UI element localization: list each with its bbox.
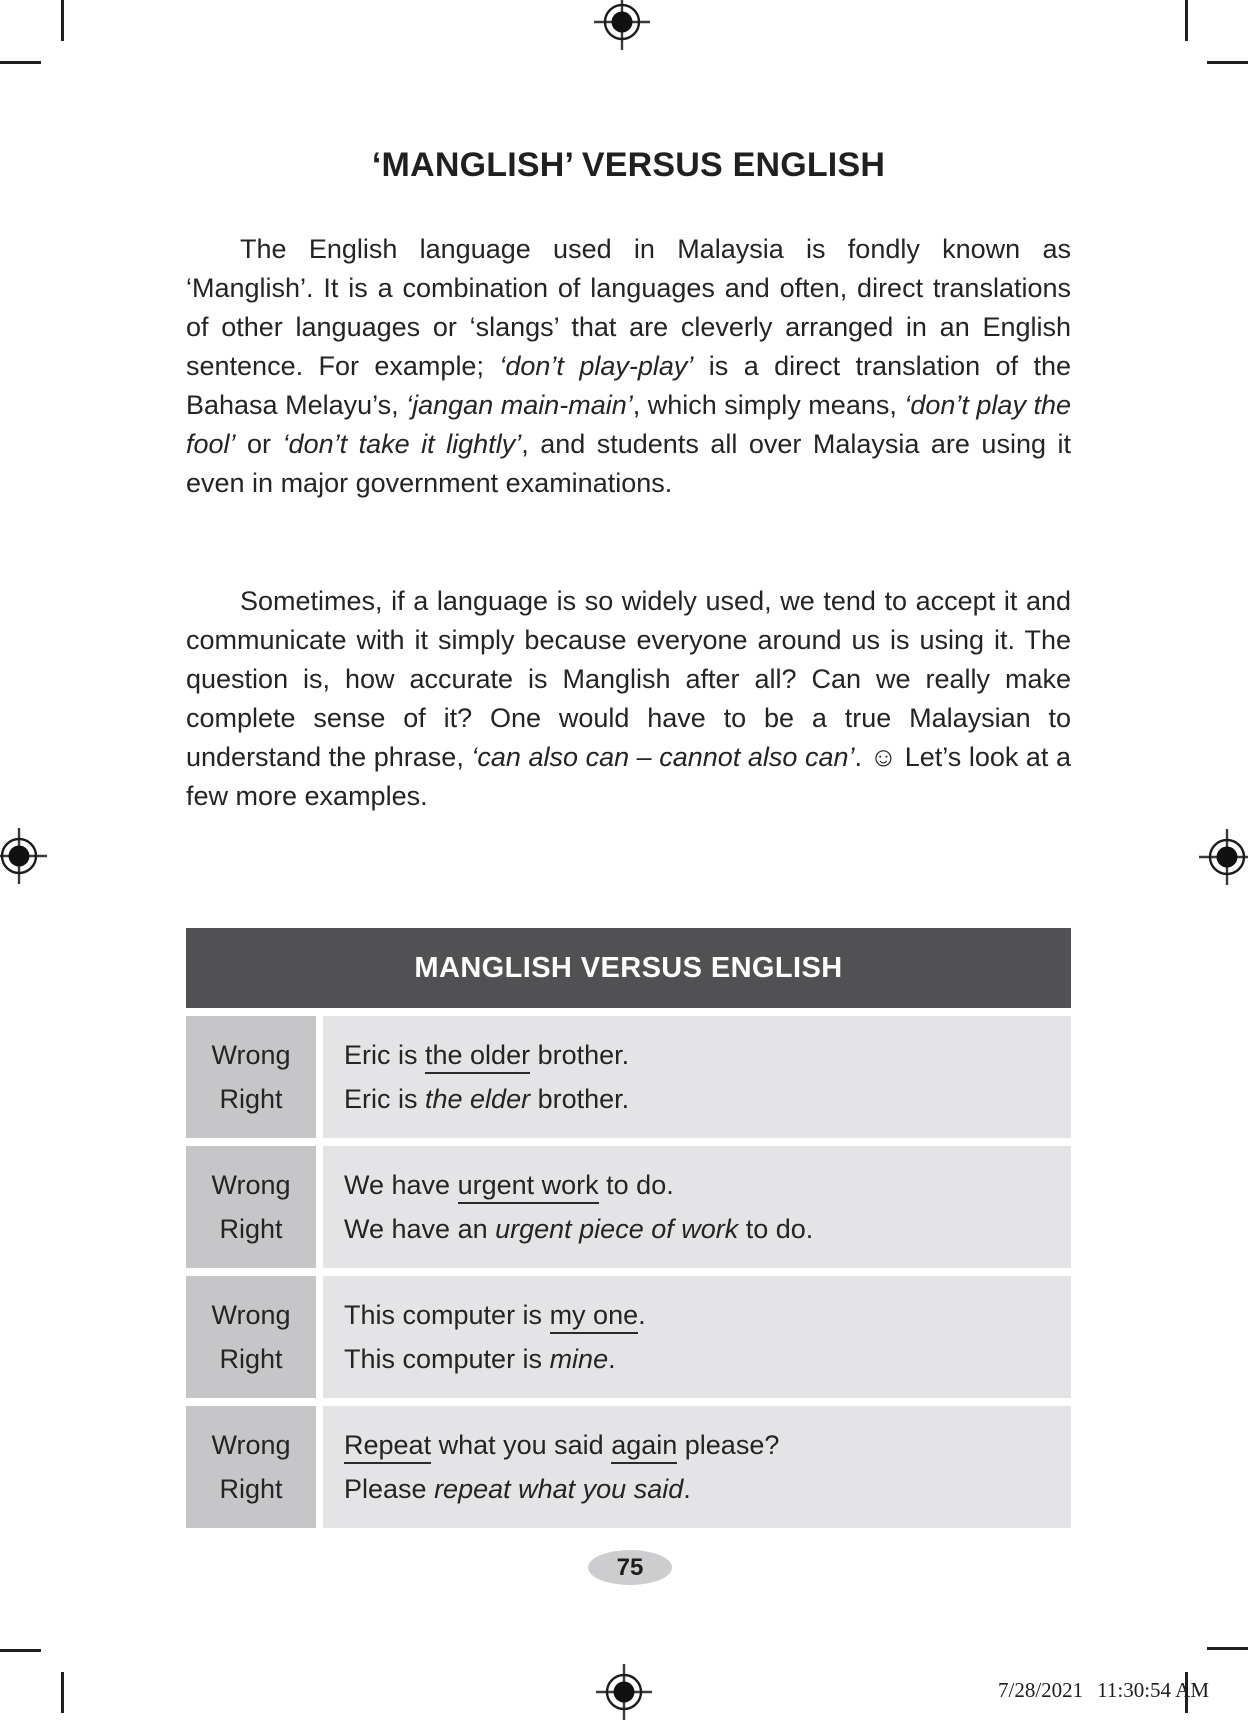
text-segment: .: [608, 1344, 616, 1374]
wrong-label: Wrong: [211, 1040, 291, 1070]
table-row: [186, 1406, 1071, 1528]
text-segment: Repeat: [344, 1430, 431, 1464]
text-segment: .: [638, 1300, 646, 1330]
text-segment: mine: [549, 1344, 609, 1374]
title-versus: VERSUS: [572, 146, 733, 184]
row-content-cell: [323, 1146, 1071, 1268]
crop-mark-bottom-left-vertical: [61, 1672, 64, 1713]
wrong-sentence: [344, 1033, 1071, 1077]
row-label-cell: [186, 1146, 316, 1268]
text-segment: ‘don’t take it lightly’: [282, 429, 522, 459]
text-segment: or: [235, 429, 283, 459]
text-segment: We have: [344, 1170, 458, 1200]
text-segment: again: [611, 1430, 677, 1464]
crop-mark-top-left-horizontal: [0, 61, 41, 64]
table-header: MANGLISH VERSUS ENGLISH: [186, 928, 1071, 1008]
registration-crosshair-icon: [1199, 829, 1248, 885]
text-segment: urgent work: [458, 1170, 599, 1204]
row-label-cell: [186, 1406, 316, 1528]
right-label: Right: [219, 1474, 283, 1504]
text-segment: ‘don’t play-play’: [499, 351, 694, 381]
row-content-cell: [323, 1406, 1071, 1528]
text-segment: please?: [677, 1430, 780, 1460]
text-segment: Sometimes, if a language is so widely used, we tend to accept it and communicate with it simply because everyone around us is using it. The question is, how accurate is Manglish after all? Can we really make complete sense of it? One would have to be a true Malaysian to understand the phrase,: [186, 586, 1071, 772]
text-segment: Please: [344, 1474, 435, 1504]
text-segment: brother.: [530, 1040, 630, 1070]
table-row: [186, 1276, 1071, 1398]
wrong-sentence: [344, 1163, 1071, 1207]
table-row: [186, 1016, 1071, 1138]
table-row: [186, 1146, 1071, 1268]
page-number-badge: [588, 1550, 672, 1585]
right-label: Right: [219, 1214, 283, 1244]
crop-mark-bottom-left-horizontal: [0, 1649, 41, 1652]
text-segment: Eric is: [344, 1040, 425, 1070]
text-segment: Eric is: [344, 1084, 425, 1114]
text-segment: urgent piece of work: [495, 1214, 739, 1244]
text-segment: This computer is: [344, 1344, 550, 1374]
wrong-label: Wrong: [211, 1300, 291, 1330]
text-segment: ‘jangan main-main’: [406, 390, 633, 420]
text-segment: , which simply means,: [632, 390, 905, 420]
registration-crosshair-icon: [596, 1664, 652, 1720]
text-segment: ‘don’t play the fool’: [186, 390, 1071, 459]
table-body: [186, 1016, 1071, 1528]
text-segment: .: [683, 1474, 691, 1504]
text-segment: , and students all over Malaysia are using it even in major government examinations.: [186, 429, 1071, 498]
wrong-label: Wrong: [211, 1430, 291, 1460]
wrong-label: Wrong: [211, 1170, 291, 1200]
crop-mark-top-right-vertical: [1185, 0, 1188, 41]
print-date: 7/28/2021: [998, 1678, 1084, 1702]
right-sentence: [344, 1077, 1071, 1121]
right-sentence: [344, 1467, 1071, 1511]
row-content-cell: [323, 1276, 1071, 1398]
crop-mark-top-right-horizontal: [1207, 61, 1248, 64]
wrong-sentence: [344, 1423, 1071, 1467]
right-label: Right: [219, 1084, 283, 1114]
text-segment: to do.: [598, 1170, 674, 1200]
registration-crosshair-icon: [594, 0, 650, 50]
text-segment: the older: [425, 1040, 530, 1074]
page-title: [186, 146, 1071, 185]
text-segment: The English language used in Malaysia is fondly known as ‘Manglish’. It is a combination of languages and often, direct translations of other languages or ‘slangs’ that are cleverly arranged in an English sentence. For example;: [186, 234, 1071, 381]
page-number: 75: [616, 1553, 644, 1581]
row-content-cell: [323, 1016, 1071, 1138]
row-label-cell: [186, 1016, 316, 1138]
text-segment: to do.: [738, 1214, 814, 1244]
text-segment: ‘can also can – cannot also can’: [471, 742, 855, 772]
print-timestamp: [998, 1678, 1209, 1703]
text-segment: the elder: [425, 1084, 531, 1114]
text-segment: what you said: [431, 1430, 612, 1460]
text-segment: my one: [550, 1300, 639, 1334]
title-english: ENGLISH: [732, 146, 886, 184]
text-segment: brother.: [530, 1084, 630, 1114]
print-time: 11:30:54 AM: [1097, 1678, 1209, 1702]
right-label: Right: [219, 1344, 283, 1374]
text-segment: . ☺ Let’s look at a few more examples.: [186, 742, 1072, 811]
paragraph-examples: [186, 582, 1071, 816]
text-segment: This computer is: [344, 1300, 550, 1330]
manglish-table: [186, 928, 1071, 1536]
row-label-cell: [186, 1276, 316, 1398]
title-manglish: ‘MANGLISH’: [371, 146, 573, 184]
crop-mark-bottom-right-horizontal: [1207, 1647, 1248, 1650]
crop-mark-top-left-vertical: [61, 0, 64, 41]
paragraph-intro: [186, 230, 1071, 503]
text-segment: repeat what you said: [434, 1474, 684, 1504]
right-sentence: [344, 1337, 1071, 1381]
text-segment: is a direct translation of the Bahasa Melayu’s,: [186, 351, 1071, 420]
wrong-sentence: [344, 1293, 1071, 1337]
text-segment: We have an: [344, 1214, 496, 1244]
right-sentence: [344, 1207, 1071, 1251]
registration-crosshair-icon: [0, 828, 47, 884]
